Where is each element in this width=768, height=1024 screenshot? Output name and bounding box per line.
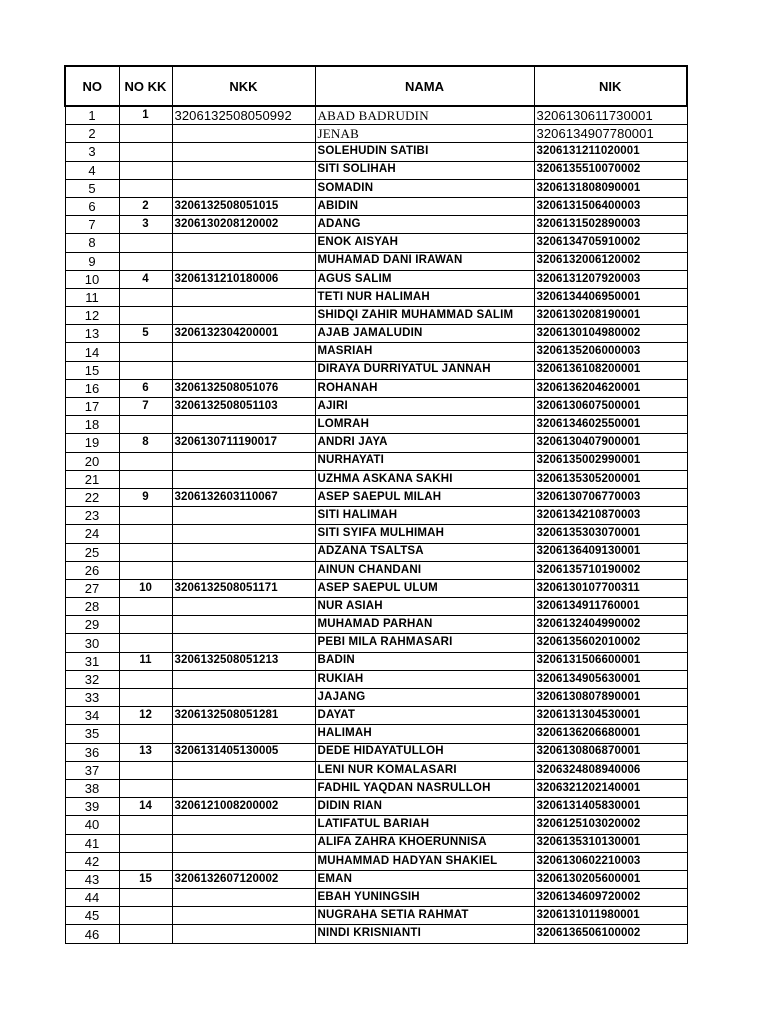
cell-nama: DEDE HIDAYATULLOH <box>315 743 534 761</box>
cell-nik: 3206131808090001 <box>534 179 687 197</box>
cell-nik: 3206135206000003 <box>534 343 687 361</box>
cell-no: 10 <box>65 270 119 288</box>
cell-nik: 3206135305200001 <box>534 470 687 488</box>
cell-no-kk <box>119 361 172 379</box>
cell-nama: LENI NUR KOMALASARI <box>315 761 534 779</box>
cell-nik: 3206130602210003 <box>534 852 687 870</box>
table-row <box>65 598 687 616</box>
table-row <box>65 343 687 361</box>
table-row <box>65 907 687 925</box>
cell-no: 28 <box>65 598 119 616</box>
cell-nama: JENAB <box>315 125 534 143</box>
cell-nik: 3206134905630001 <box>534 670 687 688</box>
cell-nik: 3206130407900001 <box>534 434 687 452</box>
cell-nama: DIDIN RIAN <box>315 798 534 816</box>
cell-nama: SOMADIN <box>315 179 534 197</box>
cell-nik: 3206135002990001 <box>534 452 687 470</box>
cell-no: 37 <box>65 761 119 779</box>
cell-nama: TETI NUR HALIMAH <box>315 288 534 306</box>
cell-nik: 3206130208190001 <box>534 307 687 325</box>
cell-no-kk <box>119 234 172 252</box>
cell-nama: MUHAMAD PARHAN <box>315 616 534 634</box>
table-row <box>65 507 687 525</box>
cell-nkk <box>172 852 315 870</box>
cell-nik: 3206136108200001 <box>534 361 687 379</box>
cell-nik: 3206324808940006 <box>534 761 687 779</box>
cell-nama: MUHAMMAD HADYAN SHAKIEL <box>315 852 534 870</box>
cell-nama: NURHAYATI <box>315 452 534 470</box>
cell-nama: BADIN <box>315 652 534 670</box>
cell-nkk <box>172 561 315 579</box>
cell-no-kk <box>119 889 172 907</box>
cell-nik: 3206136204620001 <box>534 379 687 397</box>
cell-no-kk <box>119 525 172 543</box>
header-nkk: NKK <box>172 66 315 106</box>
table-row <box>65 870 687 888</box>
cell-no-kk <box>119 543 172 561</box>
header-no: NO <box>65 66 119 106</box>
cell-nkk <box>172 598 315 616</box>
cell-nik: 3206135310130001 <box>534 834 687 852</box>
header-row <box>65 66 687 106</box>
cell-no: 27 <box>65 579 119 597</box>
cell-no: 15 <box>65 361 119 379</box>
cell-nik: 3206130807890001 <box>534 689 687 707</box>
cell-nkk <box>172 525 315 543</box>
cell-no: 20 <box>65 452 119 470</box>
cell-nik: 3206134907780001 <box>534 125 687 143</box>
cell-nama: ADANG <box>315 216 534 234</box>
table-row <box>65 470 687 488</box>
cell-no: 23 <box>65 507 119 525</box>
cell-nik: 3206131207920003 <box>534 270 687 288</box>
table-row <box>65 307 687 325</box>
cell-nik: 3206134210870003 <box>534 507 687 525</box>
cell-no: 14 <box>65 343 119 361</box>
cell-nama: HALIMAH <box>315 725 534 743</box>
cell-no-kk <box>119 670 172 688</box>
table-row <box>65 416 687 434</box>
cell-nkk <box>172 179 315 197</box>
cell-nama: NUGRAHA SETIA RAHMAT <box>315 907 534 925</box>
cell-nik: 3206130205600001 <box>534 870 687 888</box>
cell-no: 34 <box>65 707 119 725</box>
cell-nama: ASEP SAEPUL ULUM <box>315 579 534 597</box>
cell-no: 36 <box>65 743 119 761</box>
table-row <box>65 725 687 743</box>
table-row <box>65 270 687 288</box>
cell-nik: 3206321202140001 <box>534 779 687 797</box>
cell-no: 12 <box>65 307 119 325</box>
cell-nik: 3206135510070002 <box>534 161 687 179</box>
table-row <box>65 889 687 907</box>
cell-nama: JAJANG <box>315 689 534 707</box>
cell-nik: 3206134609720002 <box>534 889 687 907</box>
cell-no: 6 <box>65 197 119 215</box>
cell-nkk: 3206130711190017 <box>172 434 315 452</box>
cell-no: 1 <box>65 106 119 125</box>
cell-nkk <box>172 343 315 361</box>
cell-no-kk <box>119 925 172 943</box>
cell-nik: 3206132006120002 <box>534 252 687 270</box>
table-row <box>65 852 687 870</box>
cell-no-kk: 8 <box>119 434 172 452</box>
cell-no-kk <box>119 125 172 143</box>
cell-no-kk: 11 <box>119 652 172 670</box>
cell-no-kk: 12 <box>119 707 172 725</box>
cell-nkk <box>172 634 315 652</box>
cell-no-kk <box>119 143 172 161</box>
cell-nama: SITI HALIMAH <box>315 507 534 525</box>
cell-nkk: 3206132508051015 <box>172 197 315 215</box>
cell-nkk <box>172 252 315 270</box>
cell-nik: 3206130107700311 <box>534 579 687 597</box>
cell-no: 35 <box>65 725 119 743</box>
table-row <box>65 834 687 852</box>
cell-nkk: 3206132508051103 <box>172 398 315 416</box>
cell-no-kk: 10 <box>119 579 172 597</box>
table-row <box>65 234 687 252</box>
table-row <box>65 561 687 579</box>
table-row <box>65 252 687 270</box>
cell-nik: 3206134406950001 <box>534 288 687 306</box>
cell-nik: 3206135710190002 <box>534 561 687 579</box>
cell-no: 11 <box>65 288 119 306</box>
cell-no-kk: 7 <box>119 398 172 416</box>
cell-no: 44 <box>65 889 119 907</box>
cell-no-kk <box>119 761 172 779</box>
cell-no-kk: 5 <box>119 325 172 343</box>
cell-no: 16 <box>65 379 119 397</box>
table-row <box>65 761 687 779</box>
cell-nkk: 3206121008200002 <box>172 798 315 816</box>
header-no-kk: NO KK <box>119 66 172 106</box>
cell-no: 41 <box>65 834 119 852</box>
cell-nama: RUKIAH <box>315 670 534 688</box>
cell-nik: 3206134705910002 <box>534 234 687 252</box>
table-row <box>65 743 687 761</box>
cell-nkk <box>172 925 315 943</box>
table-row <box>65 452 687 470</box>
cell-no: 46 <box>65 925 119 943</box>
cell-no-kk <box>119 452 172 470</box>
table-row <box>65 779 687 797</box>
cell-no-kk <box>119 907 172 925</box>
cell-no-kk <box>119 507 172 525</box>
cell-no-kk <box>119 816 172 834</box>
cell-no: 13 <box>65 325 119 343</box>
cell-nkk: 3206132603110067 <box>172 488 315 506</box>
cell-no: 32 <box>65 670 119 688</box>
cell-nama: SOLEHUDIN SATIBI <box>315 143 534 161</box>
cell-nkk <box>172 689 315 707</box>
cell-nkk <box>172 616 315 634</box>
table-row <box>65 398 687 416</box>
cell-nkk <box>172 234 315 252</box>
table-row <box>65 616 687 634</box>
cell-nkk: 3206132508051076 <box>172 379 315 397</box>
cell-nama: ALIFA ZAHRA KHOERUNNISA <box>315 834 534 852</box>
cell-no: 21 <box>65 470 119 488</box>
table-row <box>65 525 687 543</box>
cell-nkk <box>172 670 315 688</box>
cell-nkk: 3206131405130005 <box>172 743 315 761</box>
cell-nkk <box>172 507 315 525</box>
cell-no-kk <box>119 689 172 707</box>
resident-table <box>64 65 688 944</box>
cell-no-kk: 15 <box>119 870 172 888</box>
cell-nik: 3206134602550001 <box>534 416 687 434</box>
cell-no-kk: 13 <box>119 743 172 761</box>
cell-nkk <box>172 761 315 779</box>
cell-nkk: 3206132508051281 <box>172 707 315 725</box>
cell-nik: 3206132404990002 <box>534 616 687 634</box>
cell-nama: PEBI MILA RAHMASARI <box>315 634 534 652</box>
cell-no-kk <box>119 634 172 652</box>
table-row <box>65 361 687 379</box>
cell-nkk <box>172 143 315 161</box>
cell-nik: 3206136409130001 <box>534 543 687 561</box>
cell-nama: DIRAYA DURRIYATUL JANNAH <box>315 361 534 379</box>
cell-nkk <box>172 288 315 306</box>
cell-nama: FADHIL YAQDAN NASRULLOH <box>315 779 534 797</box>
cell-no-kk: 2 <box>119 197 172 215</box>
cell-no-kk <box>119 834 172 852</box>
cell-no: 33 <box>65 689 119 707</box>
table-row <box>65 216 687 234</box>
cell-nama: MUHAMAD DANI IRAWAN <box>315 252 534 270</box>
cell-no-kk <box>119 252 172 270</box>
table-row <box>65 543 687 561</box>
cell-no: 9 <box>65 252 119 270</box>
cell-nik: 3206134911760001 <box>534 598 687 616</box>
cell-nama: DAYAT <box>315 707 534 725</box>
table-row <box>65 652 687 670</box>
table-row <box>65 379 687 397</box>
cell-nkk <box>172 452 315 470</box>
table-row <box>65 434 687 452</box>
table-row <box>65 707 687 725</box>
cell-nik: 3206131011980001 <box>534 907 687 925</box>
cell-no: 4 <box>65 161 119 179</box>
table-row <box>65 634 687 652</box>
cell-nkk <box>172 816 315 834</box>
cell-nama: ANDRI JAYA <box>315 434 534 452</box>
cell-nkk <box>172 361 315 379</box>
cell-nik: 3206130607500001 <box>534 398 687 416</box>
cell-no-kk <box>119 288 172 306</box>
cell-nkk <box>172 416 315 434</box>
cell-nik: 3206135602010002 <box>534 634 687 652</box>
cell-nkk <box>172 907 315 925</box>
cell-nkk <box>172 725 315 743</box>
cell-no-kk <box>119 561 172 579</box>
cell-no-kk <box>119 343 172 361</box>
table-row <box>65 197 687 215</box>
cell-no-kk <box>119 852 172 870</box>
cell-nama: ASEP SAEPUL MILAH <box>315 488 534 506</box>
cell-nama: SHIDQI ZAHIR MUHAMMAD SALIM <box>315 307 534 325</box>
cell-no: 43 <box>65 870 119 888</box>
cell-no: 17 <box>65 398 119 416</box>
cell-no: 25 <box>65 543 119 561</box>
cell-nik: 3206130806870001 <box>534 743 687 761</box>
cell-nik: 3206130706770003 <box>534 488 687 506</box>
cell-nkk <box>172 470 315 488</box>
cell-no-kk <box>119 179 172 197</box>
cell-no-kk <box>119 307 172 325</box>
cell-no: 30 <box>65 634 119 652</box>
cell-no: 22 <box>65 488 119 506</box>
cell-no: 26 <box>65 561 119 579</box>
table-row <box>65 798 687 816</box>
cell-no: 2 <box>65 125 119 143</box>
table-row <box>65 488 687 506</box>
cell-nama: MASRIAH <box>315 343 534 361</box>
cell-no-kk: 3 <box>119 216 172 234</box>
cell-no-kk <box>119 725 172 743</box>
cell-nama: AGUS SALIM <box>315 270 534 288</box>
cell-nama: ENOK AISYAH <box>315 234 534 252</box>
cell-nkk <box>172 834 315 852</box>
cell-nik: 3206131211020001 <box>534 143 687 161</box>
cell-nama: AJIRI <box>315 398 534 416</box>
cell-nkk: 3206132508051171 <box>172 579 315 597</box>
header-nama: NAMA <box>315 66 534 106</box>
cell-nkk <box>172 779 315 797</box>
cell-no-kk <box>119 161 172 179</box>
table-row <box>65 325 687 343</box>
cell-nkk <box>172 125 315 143</box>
cell-nik: 3206136506100002 <box>534 925 687 943</box>
cell-no-kk <box>119 470 172 488</box>
cell-nkk: 3206132607120002 <box>172 870 315 888</box>
cell-nik: 3206131506600001 <box>534 652 687 670</box>
cell-nama: ABAD BADRUDIN <box>315 106 534 125</box>
table-row <box>65 689 687 707</box>
cell-no: 42 <box>65 852 119 870</box>
cell-no-kk: 9 <box>119 488 172 506</box>
cell-nama: LATIFATUL BARIAH <box>315 816 534 834</box>
cell-nik: 3206131405830001 <box>534 798 687 816</box>
cell-nama: AJAB JAMALUDIN <box>315 325 534 343</box>
header-nik: NIK <box>534 66 687 106</box>
cell-nama: LOMRAH <box>315 416 534 434</box>
table-row <box>65 670 687 688</box>
cell-no: 40 <box>65 816 119 834</box>
cell-no-kk: 14 <box>119 798 172 816</box>
cell-no-kk <box>119 779 172 797</box>
cell-nama: UZHMA ASKANA SAKHI <box>315 470 534 488</box>
cell-no: 19 <box>65 434 119 452</box>
table-row <box>65 579 687 597</box>
cell-nama: ADZANA TSALTSA <box>315 543 534 561</box>
cell-no: 39 <box>65 798 119 816</box>
table-body <box>65 106 687 943</box>
table-row <box>65 125 687 143</box>
cell-no: 3 <box>65 143 119 161</box>
cell-no-kk <box>119 598 172 616</box>
cell-nama: ROHANAH <box>315 379 534 397</box>
cell-nkk: 3206132508051213 <box>172 652 315 670</box>
cell-nik: 3206136206680001 <box>534 725 687 743</box>
cell-no-kk <box>119 616 172 634</box>
cell-nkk: 3206132304200001 <box>172 325 315 343</box>
cell-nkk <box>172 161 315 179</box>
cell-nik: 3206135303070001 <box>534 525 687 543</box>
cell-nama: SITI SOLIHAH <box>315 161 534 179</box>
cell-nkk <box>172 889 315 907</box>
table-row <box>65 143 687 161</box>
table-row <box>65 925 687 943</box>
cell-nkk <box>172 307 315 325</box>
cell-nik: 3206131502890003 <box>534 216 687 234</box>
cell-nik: 3206125103020002 <box>534 816 687 834</box>
cell-no: 18 <box>65 416 119 434</box>
table-row <box>65 288 687 306</box>
table-row <box>65 816 687 834</box>
table-row <box>65 106 687 125</box>
cell-no-kk <box>119 416 172 434</box>
cell-nama: ABIDIN <box>315 197 534 215</box>
cell-nik: 3206131304530001 <box>534 707 687 725</box>
cell-no: 31 <box>65 652 119 670</box>
cell-nkk <box>172 543 315 561</box>
cell-nama: NINDI KRISNIANTI <box>315 925 534 943</box>
cell-nik: 3206130611730001 <box>534 106 687 125</box>
cell-no-kk: 1 <box>119 106 172 125</box>
cell-nkk: 3206132508050992 <box>172 106 315 125</box>
cell-no: 8 <box>65 234 119 252</box>
cell-nama: EBAH YUNINGSIH <box>315 889 534 907</box>
cell-no-kk: 6 <box>119 379 172 397</box>
cell-nkk: 3206131210180006 <box>172 270 315 288</box>
cell-no: 38 <box>65 779 119 797</box>
cell-no-kk: 4 <box>119 270 172 288</box>
cell-nama: NUR ASIAH <box>315 598 534 616</box>
cell-nik: 3206130104980002 <box>534 325 687 343</box>
cell-nik: 3206131506400003 <box>534 197 687 215</box>
cell-nama: EMAN <box>315 870 534 888</box>
cell-nama: SITI SYIFA MULHIMAH <box>315 525 534 543</box>
cell-no: 45 <box>65 907 119 925</box>
cell-no: 7 <box>65 216 119 234</box>
cell-no: 29 <box>65 616 119 634</box>
cell-no: 24 <box>65 525 119 543</box>
table-row <box>65 161 687 179</box>
table-row <box>65 179 687 197</box>
cell-nkk: 3206130208120002 <box>172 216 315 234</box>
cell-no: 5 <box>65 179 119 197</box>
cell-nama: AINUN CHANDANI <box>315 561 534 579</box>
